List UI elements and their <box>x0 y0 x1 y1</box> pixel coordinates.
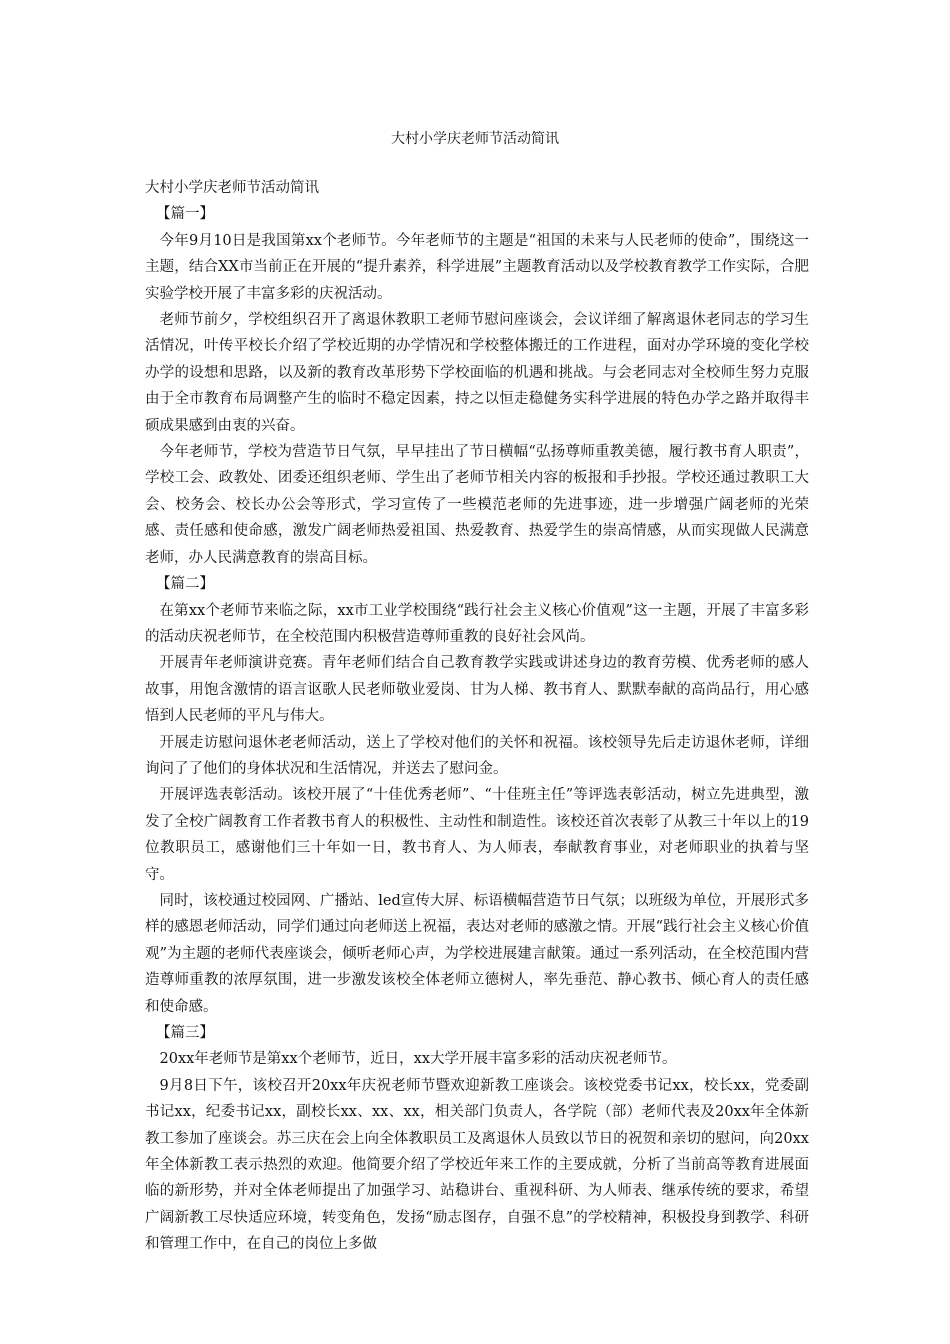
paragraph: 20xx年老师节是第xx个老师节，近日，xx大学开展丰富多彩的活动庆祝老师节。 <box>159 1051 677 1068</box>
paragraph: 同时，该校通过校园网、广播站、led宣传大屏、标语横幅营造节日气氛；以班级为单位，开展形式多样的感恩老师活动，同学们通过向老师送上祝福，表达对老师的感激之情。开展“践行社会主义核心价值观”为主题的老师代表座谈会，倾听老师心声，为学校进展建言献策。通过一系列活动，在全校范围内营造尊师重教的浓厚氛围，进一步激发该校全体老师立德树人，率先垂范、静心教书、倾心育人的责任感和使命感。 <box>145 892 809 1015</box>
paragraph: 开展走访慰问退休老老师活动，送上了学校对他们的关怀和祝福。该校领导先后走访退休老师，详细询问了了他们的身体状况和生活情况，并送去了慰问金。 <box>145 734 809 777</box>
section-heading: 【篇三】 <box>156 1025 214 1041</box>
paragraph: 今年老师节，学校为营造节日气氛，早早挂出了节日横幅“弘扬尊师重教美德，履行教书育人职责”，学校工会、政教处、团委还组织老师、学生出了老师节相关内容的板报和手抄报。学校还通过教职工大会、校务会、校长办公会等形式，学习宣传了一些模范老师的先进事迹，进一步增强广阔老师的光荣感、责任感和使命感，激发广阔老师热爱祖国、热爱教育、热爱学生的崇高情感，从而实现做人民满意老师，办人民满意教育的崇高目标。 <box>145 444 809 566</box>
section-heading: 【篇一】 <box>156 206 214 223</box>
document-body <box>145 175 809 1258</box>
document-title: 大村小学庆老师节活动简讯 <box>391 131 559 147</box>
paragraph: 开展青年老师演讲竞赛。青年老师们结合自己教育教学实践或讲述身边的教育劳模、优秀老师的感人故事，用饱含激情的语言讴歌人民老师敬业爱岗、甘为人梯、教书育人、默默奉献的高尚品行，用心感悟到人民老师的平凡与伟大。 <box>145 655 809 725</box>
paragraph: 老师节前夕，学校组织召开了离退休教职工老师节慰问座谈会，会议详细了解离退休老同志的学习生活情况，叶传平校长介绍了学校近期的办学情况和学校整体搬迁的工作进程，面对办学环境的变化学校办学的设想和思路，以及新的教育改革形势下学校面临的机遇和挑战。与会老同志对全校师生努力克服由于全市教育布局调整产生的临时不稳定因素，持之以恒走稳健务实科学进展的特色办学之路并取得丰硕成果感到由衷的兴奋。 <box>145 312 809 434</box>
paragraph: 在第xx个老师节来临之际，xx市工业学校围绕“践行社会主义核心价值观”这一主题，开展了丰富多彩的活动庆祝老师节，在全校范围内积极营造尊师重教的良好社会风尚。 <box>145 602 809 645</box>
paragraph: 9月8日下午，该校召开20xx年庆祝老师节暨欢迎新教工座谈会。该校党委书记xx，校长xx，党委副书记xx，纪委书记xx，副校长xx、xx、xx，相关部门负责人，各学院（部）老师代表及20xx年全体新教工参加了座谈会。苏三庆在会上向全体教职员工及离退休人员致以节日的祝贺和亲切的慰问，向20xx年全体新教工表示热烈的欢迎。他简要介绍了学校近年来工作的主要成就，分析了当前高等教育进展面临的新形势，并对全体老师提出了加强学习、站稳讲台、重视科研、为人师表、继承传统的要求，希望广阔新教工尽快适应环境，转变角色，发扬“励志图存，自强不息”的学校精神，积极投身到教学、科研和管理工作中，在自己的岗位上多做 <box>145 1077 809 1253</box>
section-heading: 【篇二】 <box>156 576 214 593</box>
paragraph: 今年9月10日是我国第xx个老师节。今年老师节的主题是“祖国的未来与人民老师的使命”，围绕这一主题，结合XX市当前正在开展的“提升素养，科学进展”主题教育活动以及学校教育教学工作实际，合肥实验学校开展了丰富多彩的庆祝活动。 <box>145 232 809 302</box>
paragraph: 开展评选表彰活动。该校开展了“十佳优秀老师”、“十佳班主任”等评选表彰活动，树立先进典型，激发了全校广阔教育工作者教书育人的积极性、主动性和制造性。该校还首次表彰了从教三十年以上的19位教职员工，感谢他们三十年如一日，教书育人、为人师表，奉献教育事业，对老师职业的执着与坚守。 <box>145 787 809 883</box>
document-subtitle: 大村小学庆老师节活动简讯 <box>145 180 319 196</box>
